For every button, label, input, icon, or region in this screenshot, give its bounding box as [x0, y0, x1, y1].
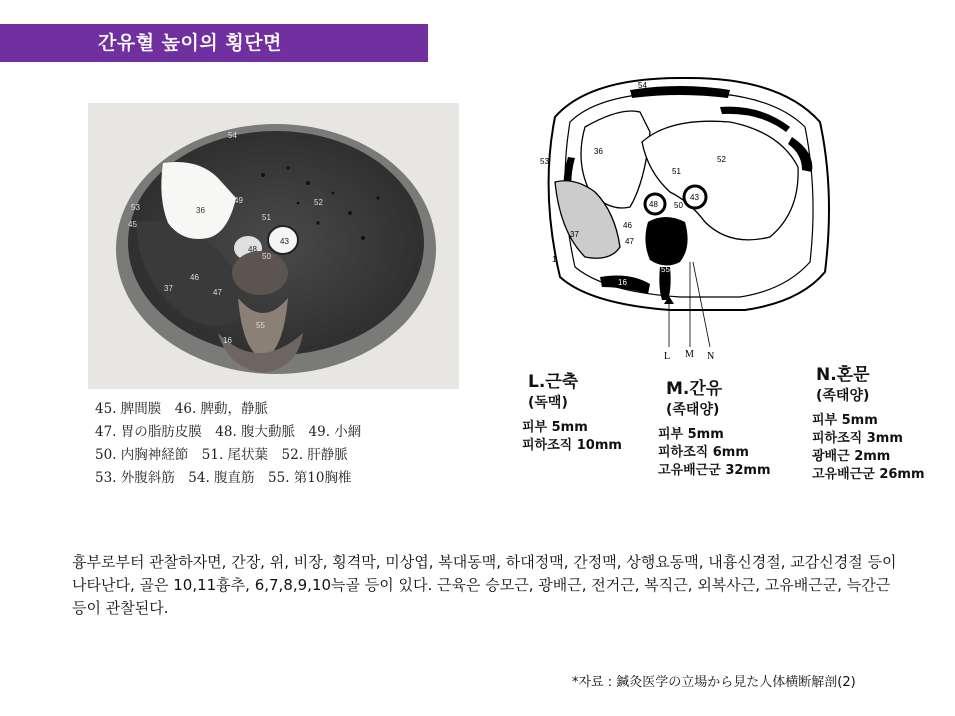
depth-line: 피부 5mm [658, 427, 724, 442]
diagram-label-46: 46 [623, 221, 632, 230]
point-M-block [658, 378, 771, 480]
point-meridian: (독맥) [528, 395, 568, 411]
diagram-label-55: 55 [661, 265, 670, 274]
diagram-label-52: 52 [717, 155, 726, 164]
point-meridian: (족태양) [816, 388, 870, 404]
point-N-block [812, 364, 925, 484]
ct-label-47: 47 [213, 288, 222, 297]
ct-label-45: 45 [128, 220, 137, 229]
depth-line: 광배근 2mm [812, 449, 891, 464]
ct-label-36: 36 [196, 206, 205, 215]
depth-line: 피부 5mm [812, 413, 878, 428]
diagram-label-1: 1 [552, 255, 557, 264]
marker-L: L [664, 351, 671, 362]
depth-line: 고유배근군 32mm [658, 463, 771, 478]
ct-label-53: 53 [131, 203, 140, 212]
diagram-label-16: 16 [618, 278, 627, 287]
diagram-label-47: 47 [625, 237, 634, 246]
ct-label-48: 48 [248, 245, 257, 254]
diagram-label-54: 54 [638, 81, 647, 90]
slide-title: 간유혈 높이의 횡단면 [98, 32, 282, 54]
diagram-label-48: 48 [649, 200, 658, 209]
legend-line: 53. 外腹斜筋 54. 腹直筋 55. 第10胸椎 [95, 470, 352, 486]
point-name: N.혼문 [816, 365, 870, 385]
depth-line: 피하조직 10mm [522, 438, 622, 453]
depth-line: 피하조직 3mm [812, 431, 903, 446]
ct-label-43: 43 [280, 237, 289, 246]
ct-cross-section-image [88, 103, 459, 389]
description-paragraph: 흉부로부터 관찰하자면, 간장, 위, 비장, 횡격막, 미상엽, 복대동맥, 하대정맥, 간정맥, 상행요동맥, 내흉신경절, 교감신경절 등이 나타난다, 골은 10,11흉추, 6,7,8,9,10늑골 등이 있다. 근육은 승모근, 광배근, 전거근, 복직근, 외복사근, 고유배근군, 늑간근 등이 관찰된다. [72, 553, 897, 617]
diagram-label-43: 43 [690, 193, 699, 202]
ct-label-54: 54 [228, 131, 237, 140]
diagram-label-51: 51 [672, 167, 681, 176]
cross-section-diagram [530, 72, 840, 372]
point-name: M.간유 [666, 379, 723, 399]
ct-label-52: 52 [314, 198, 323, 207]
point-meridian: (족태양) [666, 402, 720, 418]
ct-label-46: 46 [190, 273, 199, 282]
legend-line: 45. 脾間膜 46. 脾動，静脈 [95, 401, 269, 417]
ct-label-37: 37 [164, 284, 173, 293]
point-L-block [522, 371, 622, 455]
ct-label-50: 50 [262, 252, 271, 261]
diagram-label-50: 50 [674, 201, 683, 210]
ct-label-16: 16 [223, 336, 232, 345]
marker-N: N [707, 351, 715, 362]
depth-line: 고유배근군 26mm [812, 467, 925, 482]
ct-label-51: 51 [262, 213, 271, 222]
japanese-legend [95, 398, 435, 490]
legend-line: 47. 胃の脂肪皮膜 48. 腹大動脈 49. 小網 [95, 424, 362, 440]
marker-M: M [685, 349, 694, 360]
diagram-label-37: 37 [570, 230, 579, 239]
diagram-label-53: 53 [540, 157, 549, 166]
depth-line: 피하조직 6mm [658, 445, 749, 460]
source-citation: *자료 : 鍼灸医学の立場から見た人体横断解剖(2) [572, 675, 856, 690]
point-name: L.근축 [528, 372, 579, 392]
ct-label-49: 49 [234, 196, 243, 205]
depth-line: 피부 5mm [522, 420, 588, 435]
diagram-label-36: 36 [594, 147, 603, 156]
legend-line: 50. 内胸神経節 51. 尾状葉 52. 肝静脈 [95, 447, 348, 463]
ct-label-55: 55 [256, 321, 265, 330]
